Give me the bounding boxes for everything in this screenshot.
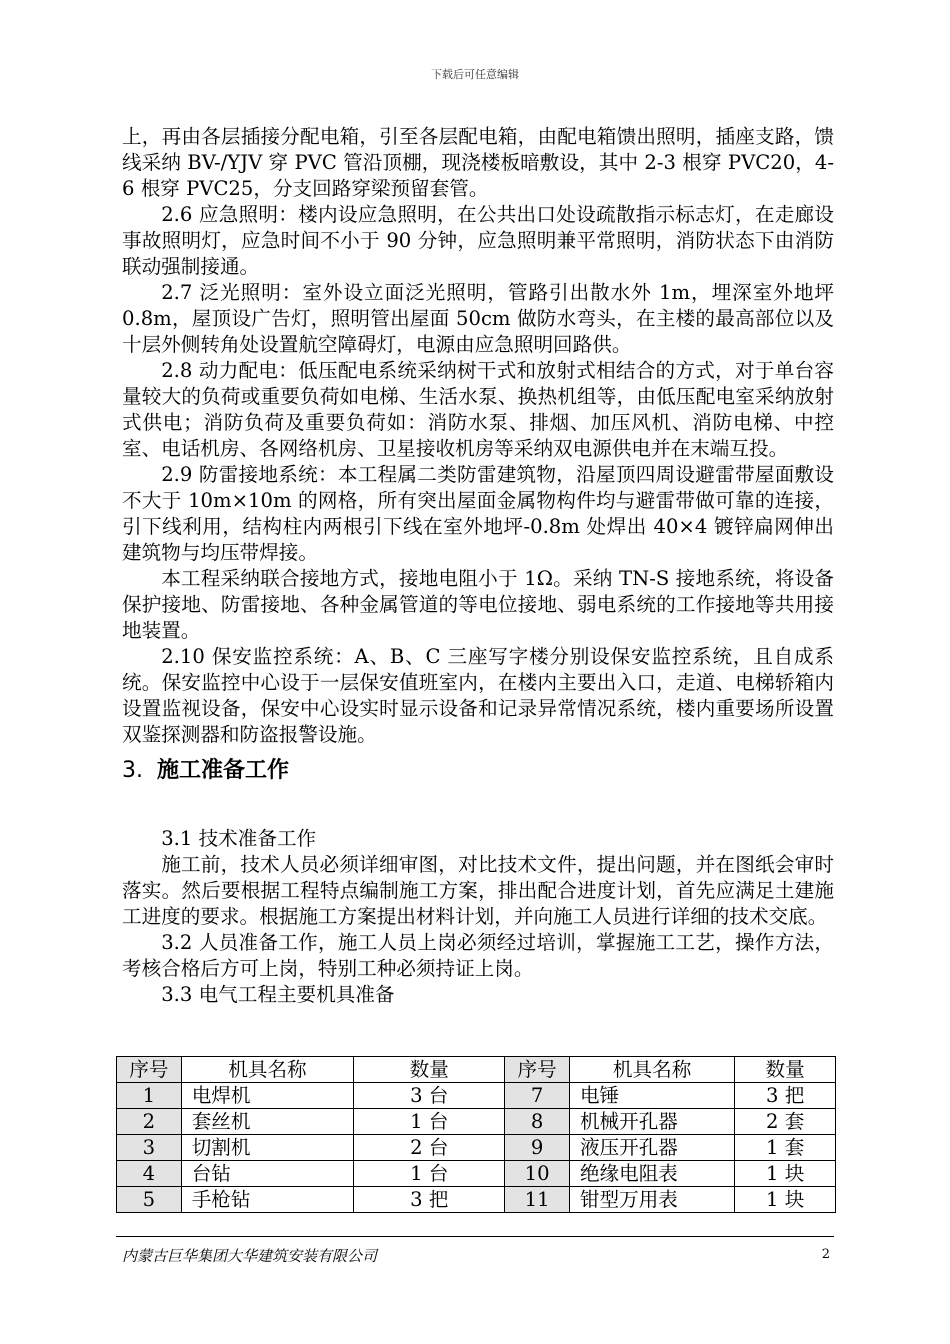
table-cell: 3 把 [735, 1083, 836, 1109]
table-cell: 9 [505, 1135, 570, 1161]
paragraph: 2.6 应急照明：楼内设应急照明，在公共出口处设疏散指示标志灯，在走廊设事故照明灯，应急时间不小于 90 分钟，应急照明兼平常照明，消防状态下由消防联动强制接通。 [122, 203, 834, 278]
paragraph: 3.1 技术准备工作 [161, 827, 317, 850]
section-title: 施工准备工作 [157, 758, 290, 783]
footer-divider [116, 1236, 834, 1237]
table-cell: 电锤 [569, 1083, 734, 1109]
table-cell: 2 套 [735, 1109, 836, 1135]
table-cell: 7 [505, 1083, 570, 1109]
table-row [117, 1161, 836, 1187]
table-cell: 1 台 [354, 1109, 505, 1135]
table-cell: 液压开孔器 [569, 1135, 734, 1161]
page-number: 2 [821, 1247, 830, 1262]
section-heading [122, 756, 834, 786]
paragraph: 上，再由各层插接分配电箱，引至各层配电箱，由配电箱馈出照明，插座支路，馈线采纳 BV-/YJV 穿 PVC 管沿顶棚，现浇楼板暗敷设，其中 2-3 根穿 PVC20，4-6 根穿 PVC25，分支回路穿梁预留套管。 [122, 125, 834, 200]
paragraphs-before [122, 124, 834, 748]
table-row [117, 1109, 836, 1135]
table-cell: 手枪钻 [181, 1187, 354, 1213]
table-cell: 1 块 [735, 1187, 836, 1213]
table-cell: 4 [117, 1161, 182, 1187]
table-row [117, 1135, 836, 1161]
table-cell: 1 块 [735, 1161, 836, 1187]
table-cell: 10 [505, 1161, 570, 1187]
paragraph: 2.8 动力配电：低压配电系统采纳树干式和放射式相结合的方式，对于单台容量较大的负荷或重要负荷如电梯、生活水泵、换热机组等，由低压配电室采纳放射式供电；消防负荷及重要负荷如：消防水泵、排烟、加压风机、消防电梯、中控室、电话机房、各网络机房、卫星接收机房等采纳双电源供电并在末端互投。 [122, 359, 834, 460]
tools-table [116, 1056, 836, 1213]
paragraph: 施工前，技术人员必须详细审图，对比技术文件，提出问题，并在图纸会审时落实。然后要根据工程特点编制施工方案，排出配合进度计划，首先应满足土建施工进度的要求。根据施工方案提出材料计划，并向施工人员进行详细的技术交底。 [122, 853, 834, 928]
table-cell: 电焊机 [181, 1083, 354, 1109]
table-row [117, 1083, 836, 1109]
table-cell: 绝缘电阻表 [569, 1161, 734, 1187]
table-cell: 1 套 [735, 1135, 836, 1161]
paragraphs-after [122, 826, 834, 1008]
table-cell: 钳型万用表 [569, 1187, 734, 1213]
paragraph: 2.9 防雷接地系统：本工程属二类防雷建筑物，沿屋顶四周设避雷带屋面敷设不大于 10m×10m 的网格，所有突出屋面金属物构件均与避雷带做可靠的连接，引下线利用，结构柱内两根引下线在室外地坪-0.8m 处焊出 40×4 镀锌扁网伸出建筑物与均压带焊接。 [122, 463, 834, 564]
table-body [117, 1083, 836, 1213]
table-cell: 8 [505, 1109, 570, 1135]
table-header-cell: 机具名称 [181, 1057, 354, 1083]
footer-company: 内蒙古巨华集团大华建筑安装有限公司 [122, 1247, 378, 1265]
table-header-cell: 数量 [354, 1057, 505, 1083]
paragraph: 3.2 人员准备工作，施工人员上岗必须经过培训，掌握施工工艺，操作方法，考核合格后方可上岗，特别工种必须持证上岗。 [122, 931, 834, 980]
table-cell: 2 台 [354, 1135, 505, 1161]
table-cell: 套丝机 [181, 1109, 354, 1135]
table-cell: 3 [117, 1135, 182, 1161]
page-header: 下载后可任意编辑 [431, 68, 519, 81]
paragraph: 2.7 泛光照明：室外设立面泛光照明，管路引出散水外 1m，埋深室外地坪 0.8m，屋顶设广告灯，照明管出屋面 50cm 做防水弯头，在主楼的最高部位以及十层外侧转角处设置航空障碍灯，电源由应急照明回路供。 [122, 281, 834, 356]
table-header-cell: 序号 [505, 1057, 570, 1083]
table-cell: 11 [505, 1187, 570, 1213]
paragraph: 本工程采纳联合接地方式，接地电阻小于 1Ω。采纳 TN-S 接地系统，将设备保护接地、防雷接地、各种金属管道的等电位接地、弱电系统的工作接地等共用接地装置。 [122, 567, 834, 642]
table-header-cell: 机具名称 [569, 1057, 734, 1083]
table-cell: 3 把 [354, 1187, 505, 1213]
table-cell: 机械开孔器 [569, 1109, 734, 1135]
table-cell: 1 台 [354, 1161, 505, 1187]
table-cell: 5 [117, 1187, 182, 1213]
table-cell: 台钻 [181, 1161, 354, 1187]
paragraph: 2.10 保安监控系统：A、B、C 三座写字楼分别设保安监控系统，且自成系统。保安监控中心设于一层保安值班室内，在楼内主要出入口，走道、电梯轿箱内设置监视设备，保安中心设实时显示设备和记录异常情况系统，楼内重要场所设置双鉴探测器和防盗报警设施。 [122, 645, 834, 746]
table-header-row [117, 1057, 836, 1083]
table-row [117, 1187, 836, 1213]
section-number: 3. [122, 758, 143, 783]
table-cell: 2 [117, 1109, 182, 1135]
table-header-cell: 序号 [117, 1057, 182, 1083]
table-cell: 3 台 [354, 1083, 505, 1109]
document-body [122, 124, 834, 1008]
table-cell: 切割机 [181, 1135, 354, 1161]
paragraph: 3.3 电气工程主要机具准备 [161, 983, 395, 1006]
table-header-cell: 数量 [735, 1057, 836, 1083]
table-cell: 1 [117, 1083, 182, 1109]
